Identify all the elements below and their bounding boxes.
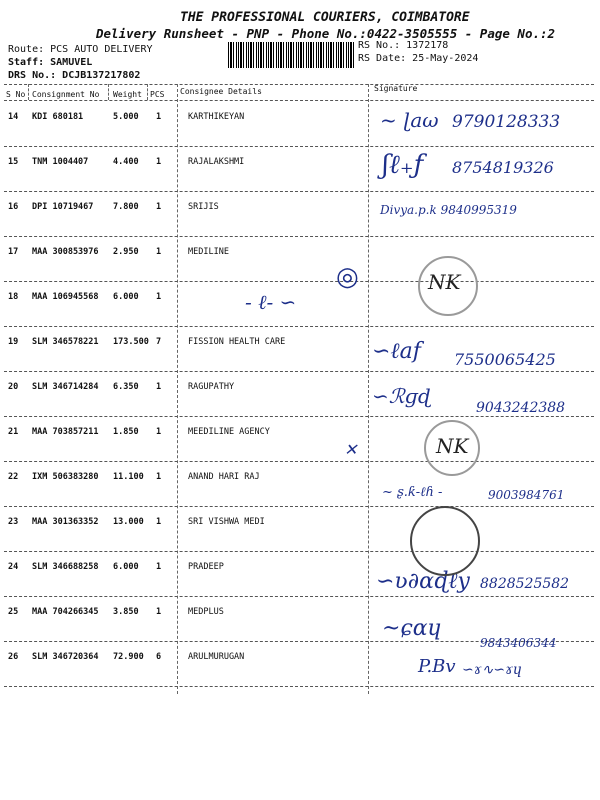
nk-initials: NK	[428, 270, 461, 294]
cell-consignment: MAA 300853976	[32, 247, 99, 257]
table-row	[0, 284, 600, 329]
cell-sno: 24	[8, 562, 19, 572]
signature-24-phone: 8828525582	[480, 576, 570, 592]
row-divider	[4, 551, 594, 552]
cell-consignee: RAJALAKSHMI	[188, 157, 245, 167]
cell-consignee: ANAND HARI RAJ	[188, 472, 260, 482]
table-row	[0, 419, 600, 464]
cell-pcs: 1	[156, 472, 162, 482]
col-signature: Signature	[374, 84, 418, 93]
signature-26-scribble: ∽ɤ∿∽ɤɥ	[462, 662, 522, 678]
staff-label: Staff: SAMUVEL	[8, 57, 93, 68]
rs-date: RS Date: 25-May-2024	[358, 53, 479, 64]
row-divider	[4, 191, 594, 192]
nk-initials: NK	[436, 434, 469, 458]
cell-consignment: KDI 680181	[32, 112, 84, 122]
signature-25: ~ɕɑɥ	[382, 616, 442, 641]
signature-18-mark: - ℓ- ∽	[245, 290, 297, 314]
cell-sno: 20	[8, 382, 19, 392]
col-sno: S No	[6, 90, 26, 99]
row-divider	[4, 461, 594, 462]
cell-sno: 18	[8, 292, 19, 302]
cell-weight: 6.350	[113, 382, 139, 392]
cell-weight: 1.850	[113, 427, 139, 437]
drs-number: DRS No.: DCJB137217802	[8, 70, 141, 81]
col-divider	[147, 84, 148, 100]
cell-consignment: DPI 10719467	[32, 202, 94, 212]
cell-sno: 23	[8, 517, 19, 527]
table-row	[0, 239, 600, 284]
signature-14: ~ ɭaω	[380, 108, 439, 132]
cell-sno: 15	[8, 157, 19, 167]
cell-consignee: MEDPLUS	[188, 607, 224, 617]
seal-stamp-23	[410, 506, 480, 576]
table-row	[0, 509, 600, 554]
cell-consignment: IXM 506383280	[32, 472, 99, 482]
signature-17-mark: ◎	[336, 262, 359, 292]
cell-consignee: SRI VISHWA MEDI	[188, 517, 265, 527]
cell-consignee: MEEDILINE AGENCY	[188, 427, 270, 437]
header-top-line	[4, 84, 594, 85]
cell-weight: 6.000	[113, 562, 139, 572]
cell-pcs: 1	[156, 382, 162, 392]
signature-19: ∽ℓaf	[372, 339, 421, 364]
row-divider	[4, 686, 594, 687]
cell-sno: 22	[8, 472, 19, 482]
cell-consignment: SLM 346578221	[32, 337, 99, 347]
cell-consignee: MEDILINE	[188, 247, 229, 257]
cell-pcs: 6	[156, 652, 162, 662]
barcode	[228, 42, 354, 68]
cell-consignee: KARTHIKEYAN	[188, 112, 245, 122]
signature-14-phone: 9790128333	[452, 112, 561, 132]
col-pcs: PCS	[150, 90, 165, 99]
row-divider	[4, 506, 594, 507]
row-divider	[4, 281, 594, 282]
cell-sno: 17	[8, 247, 19, 257]
cell-consignment: TNM 1004407	[32, 157, 89, 167]
cell-pcs: 1	[156, 247, 162, 257]
cell-pcs: 1	[156, 292, 162, 302]
cell-consignment: MAA 704266345	[32, 607, 99, 617]
cell-weight: 72.900	[113, 652, 144, 662]
col-weight: Weight	[113, 90, 142, 99]
signature-20-phone: 9043242388	[476, 400, 566, 416]
cell-consignee: RAGUPATHY	[188, 382, 235, 392]
signature-26: P.Bv	[418, 656, 456, 677]
cell-pcs: 1	[156, 427, 162, 437]
cell-pcs: 1	[156, 517, 162, 527]
row-divider	[4, 596, 594, 597]
row-divider	[4, 236, 594, 237]
cell-sno: 26	[8, 652, 19, 662]
cell-pcs: 1	[156, 157, 162, 167]
row-divider	[4, 416, 594, 417]
cell-consignment: SLM 346714284	[32, 382, 99, 392]
cell-consignment: MAA 106945568	[32, 292, 99, 302]
cell-sno: 19	[8, 337, 19, 347]
cell-consignment: SLM 346688258	[32, 562, 99, 572]
signature-24: ∽ʋ∂ɑɖℓy	[376, 569, 470, 594]
rs-number: RS No.: 1372178	[358, 40, 449, 51]
cell-pcs: 1	[156, 202, 162, 212]
col-divider	[28, 84, 29, 100]
cell-pcs: 7	[156, 337, 162, 347]
signature-22-phone: 9003984761	[488, 488, 565, 502]
signature-15-phone: 8754819326	[452, 158, 554, 177]
col-consignee: Consignee Details	[180, 87, 262, 96]
header-bottom-line	[4, 100, 594, 101]
col-consignment: Consignment No	[32, 90, 100, 99]
signature-19-phone: 7550065425	[454, 350, 556, 369]
row-divider	[4, 326, 594, 327]
cell-consignee: ARULMURUGAN	[188, 652, 245, 662]
cell-consignment: MAA 703857211	[32, 427, 99, 437]
table-row	[0, 464, 600, 509]
cell-consignee: SRIJIS	[188, 202, 219, 212]
cell-consignee: FISSION HEALTH CARE	[188, 337, 286, 347]
cell-weight: 173.500	[113, 337, 149, 347]
signature-20: ∽ℛɡɖ	[372, 384, 431, 408]
cell-pcs: 1	[156, 112, 162, 122]
col-divider	[108, 84, 109, 100]
cell-consignment: MAA 301363352	[32, 517, 99, 527]
cell-weight: 6.000	[113, 292, 139, 302]
runsheet-title: Delivery Runsheet - PNP - Phone No.:0422-3505555 - Page No.:2	[96, 26, 556, 41]
route-label: Route: PCS AUTO DELIVERY	[8, 44, 153, 55]
cell-pcs: 1	[156, 607, 162, 617]
cell-weight: 7.800	[113, 202, 139, 212]
cell-weight: 2.950	[113, 247, 139, 257]
cell-weight: 4.400	[113, 157, 139, 167]
cell-consignment: SLM 346720364	[32, 652, 99, 662]
row-divider	[4, 146, 594, 147]
signature-21-mark: ✕	[344, 440, 358, 459]
cell-consignee: PRADEEP	[188, 562, 224, 572]
company-title: THE PROFESSIONAL COURIERS, COIMBATORE	[180, 10, 470, 25]
cell-sno: 16	[8, 202, 19, 212]
row-divider	[4, 371, 594, 372]
cell-pcs: 1	[156, 562, 162, 572]
cell-weight: 3.850	[113, 607, 139, 617]
cell-sno: 25	[8, 607, 19, 617]
cell-weight: 11.100	[113, 472, 144, 482]
cell-sno: 21	[8, 427, 19, 437]
signature-22: ~ ʂ.ƙ-ℓɦ -	[382, 485, 443, 500]
cell-weight: 5.000	[113, 112, 139, 122]
cell-sno: 14	[8, 112, 19, 122]
signature-16: Divya.p.k 9840995319	[380, 203, 517, 217]
cell-weight: 13.000	[113, 517, 144, 527]
signature-15: ʃℓ₊ƒ	[382, 150, 424, 180]
signature-25-phone: 9843406344	[480, 636, 557, 650]
